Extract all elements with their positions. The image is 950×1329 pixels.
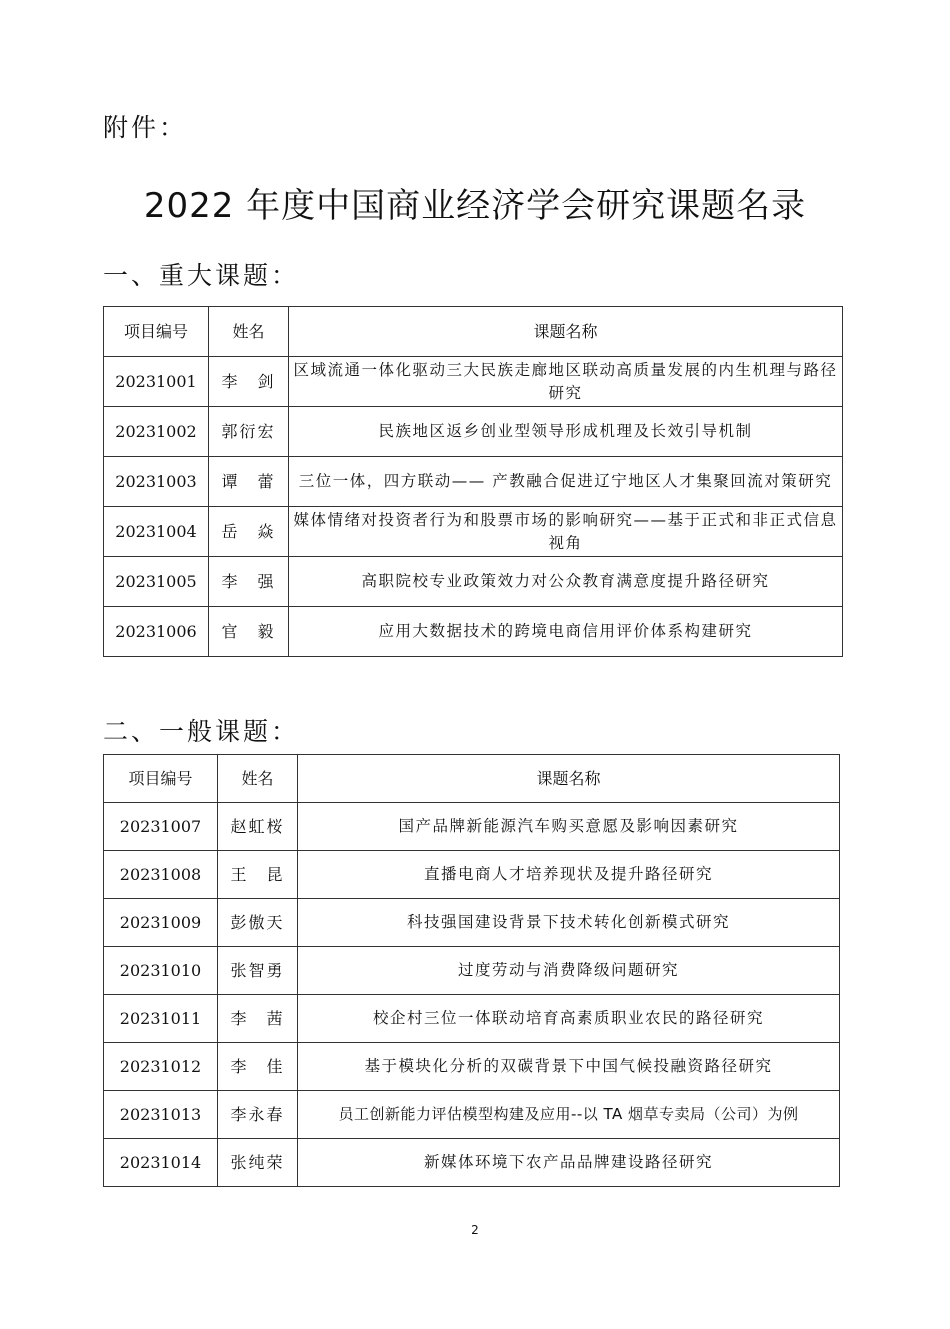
section-heading-general: 二、一般课题： bbox=[103, 717, 300, 746]
column-header-id: 项目编号 bbox=[104, 755, 218, 803]
column-header-name: 姓名 bbox=[218, 755, 298, 803]
project-id: 20231003 bbox=[104, 457, 209, 507]
table-row bbox=[104, 557, 843, 607]
topic-title: 科技强国建设背景下技术转化创新模式研究 bbox=[298, 899, 840, 947]
project-id: 20231011 bbox=[104, 995, 218, 1043]
page-number: 2 bbox=[471, 1223, 479, 1237]
table-row bbox=[104, 607, 843, 657]
topic-title: 基于模块化分析的双碳背景下中国气候投融资路径研究 bbox=[298, 1043, 840, 1091]
researcher-name: 官 毅 bbox=[209, 607, 289, 657]
project-id: 20231007 bbox=[104, 803, 218, 851]
topic-title: 区域流通一体化驱动三大民族走廊地区联动高质量发展的内生机理与路径研究 bbox=[289, 357, 843, 407]
researcher-name: 谭 蕾 bbox=[209, 457, 289, 507]
table-row bbox=[104, 995, 840, 1043]
topic-title: 民族地区返乡创业型领导形成机理及长效引导机制 bbox=[289, 407, 843, 457]
table-row bbox=[104, 1043, 840, 1091]
table-row bbox=[104, 1091, 840, 1139]
researcher-name: 赵虹桜 bbox=[218, 803, 298, 851]
topic-title: 三位一体，四方联动—— 产教融合促进辽宁地区人才集聚回流对策研究 bbox=[289, 457, 843, 507]
topic-title: 高职院校专业政策效力对公众教育满意度提升路径研究 bbox=[289, 557, 843, 607]
table-row bbox=[104, 457, 843, 507]
document-title: 2022 年度中国商业经济学会研究课题名录 bbox=[143, 186, 807, 226]
researcher-name: 张纯荣 bbox=[218, 1139, 298, 1187]
project-id: 20231008 bbox=[104, 851, 218, 899]
project-id: 20231013 bbox=[104, 1091, 218, 1139]
researcher-name: 李永春 bbox=[218, 1091, 298, 1139]
topic-title: 国产品牌新能源汽车购买意愿及影响因素研究 bbox=[298, 803, 840, 851]
project-id: 20231002 bbox=[104, 407, 209, 457]
topic-title: 过度劳动与消费降级问题研究 bbox=[298, 947, 840, 995]
topic-title: 媒体情绪对投资者行为和股票市场的影响研究——基于正式和非正式信息视角 bbox=[289, 507, 843, 557]
column-header-name: 姓名 bbox=[209, 307, 289, 357]
topic-title: 员工创新能力评估模型构建及应用--以 TA 烟草专卖局（公司）为例 bbox=[298, 1091, 840, 1139]
project-id: 20231005 bbox=[104, 557, 209, 607]
project-id: 20231012 bbox=[104, 1043, 218, 1091]
researcher-name: 李 强 bbox=[209, 557, 289, 607]
researcher-name: 李 茜 bbox=[218, 995, 298, 1043]
attachment-label: 附件： bbox=[103, 113, 188, 142]
project-id: 20231014 bbox=[104, 1139, 218, 1187]
researcher-name: 彭傲天 bbox=[218, 899, 298, 947]
researcher-name: 岳 焱 bbox=[209, 507, 289, 557]
table-row bbox=[104, 803, 840, 851]
project-id: 20231009 bbox=[104, 899, 218, 947]
table-row bbox=[104, 407, 843, 457]
researcher-name: 李 佳 bbox=[218, 1043, 298, 1091]
table-row bbox=[104, 357, 843, 407]
project-id: 20231004 bbox=[104, 507, 209, 557]
table-header-row bbox=[104, 307, 843, 357]
major-topics-table bbox=[103, 306, 843, 657]
column-header-topic: 课题名称 bbox=[298, 755, 840, 803]
topic-title: 直播电商人才培养现状及提升路径研究 bbox=[298, 851, 840, 899]
table-row bbox=[104, 899, 840, 947]
project-id: 20231001 bbox=[104, 357, 209, 407]
table-row bbox=[104, 947, 840, 995]
project-id: 20231010 bbox=[104, 947, 218, 995]
researcher-name: 郭衍宏 bbox=[209, 407, 289, 457]
table-row bbox=[104, 1139, 840, 1187]
project-id: 20231006 bbox=[104, 607, 209, 657]
table-row bbox=[104, 851, 840, 899]
topic-title: 校企村三位一体联动培育高素质职业农民的路径研究 bbox=[298, 995, 840, 1043]
column-header-topic: 课题名称 bbox=[289, 307, 843, 357]
general-topics-table bbox=[103, 754, 840, 1187]
researcher-name: 王 昆 bbox=[218, 851, 298, 899]
researcher-name: 李 剑 bbox=[209, 357, 289, 407]
table-row bbox=[104, 507, 843, 557]
section-heading-major: 一、重大课题： bbox=[103, 261, 300, 290]
topic-title: 应用大数据技术的跨境电商信用评价体系构建研究 bbox=[289, 607, 843, 657]
researcher-name: 张智勇 bbox=[218, 947, 298, 995]
topic-title: 新媒体环境下农产品品牌建设路径研究 bbox=[298, 1139, 840, 1187]
column-header-id: 项目编号 bbox=[104, 307, 209, 357]
table-header-row bbox=[104, 755, 840, 803]
